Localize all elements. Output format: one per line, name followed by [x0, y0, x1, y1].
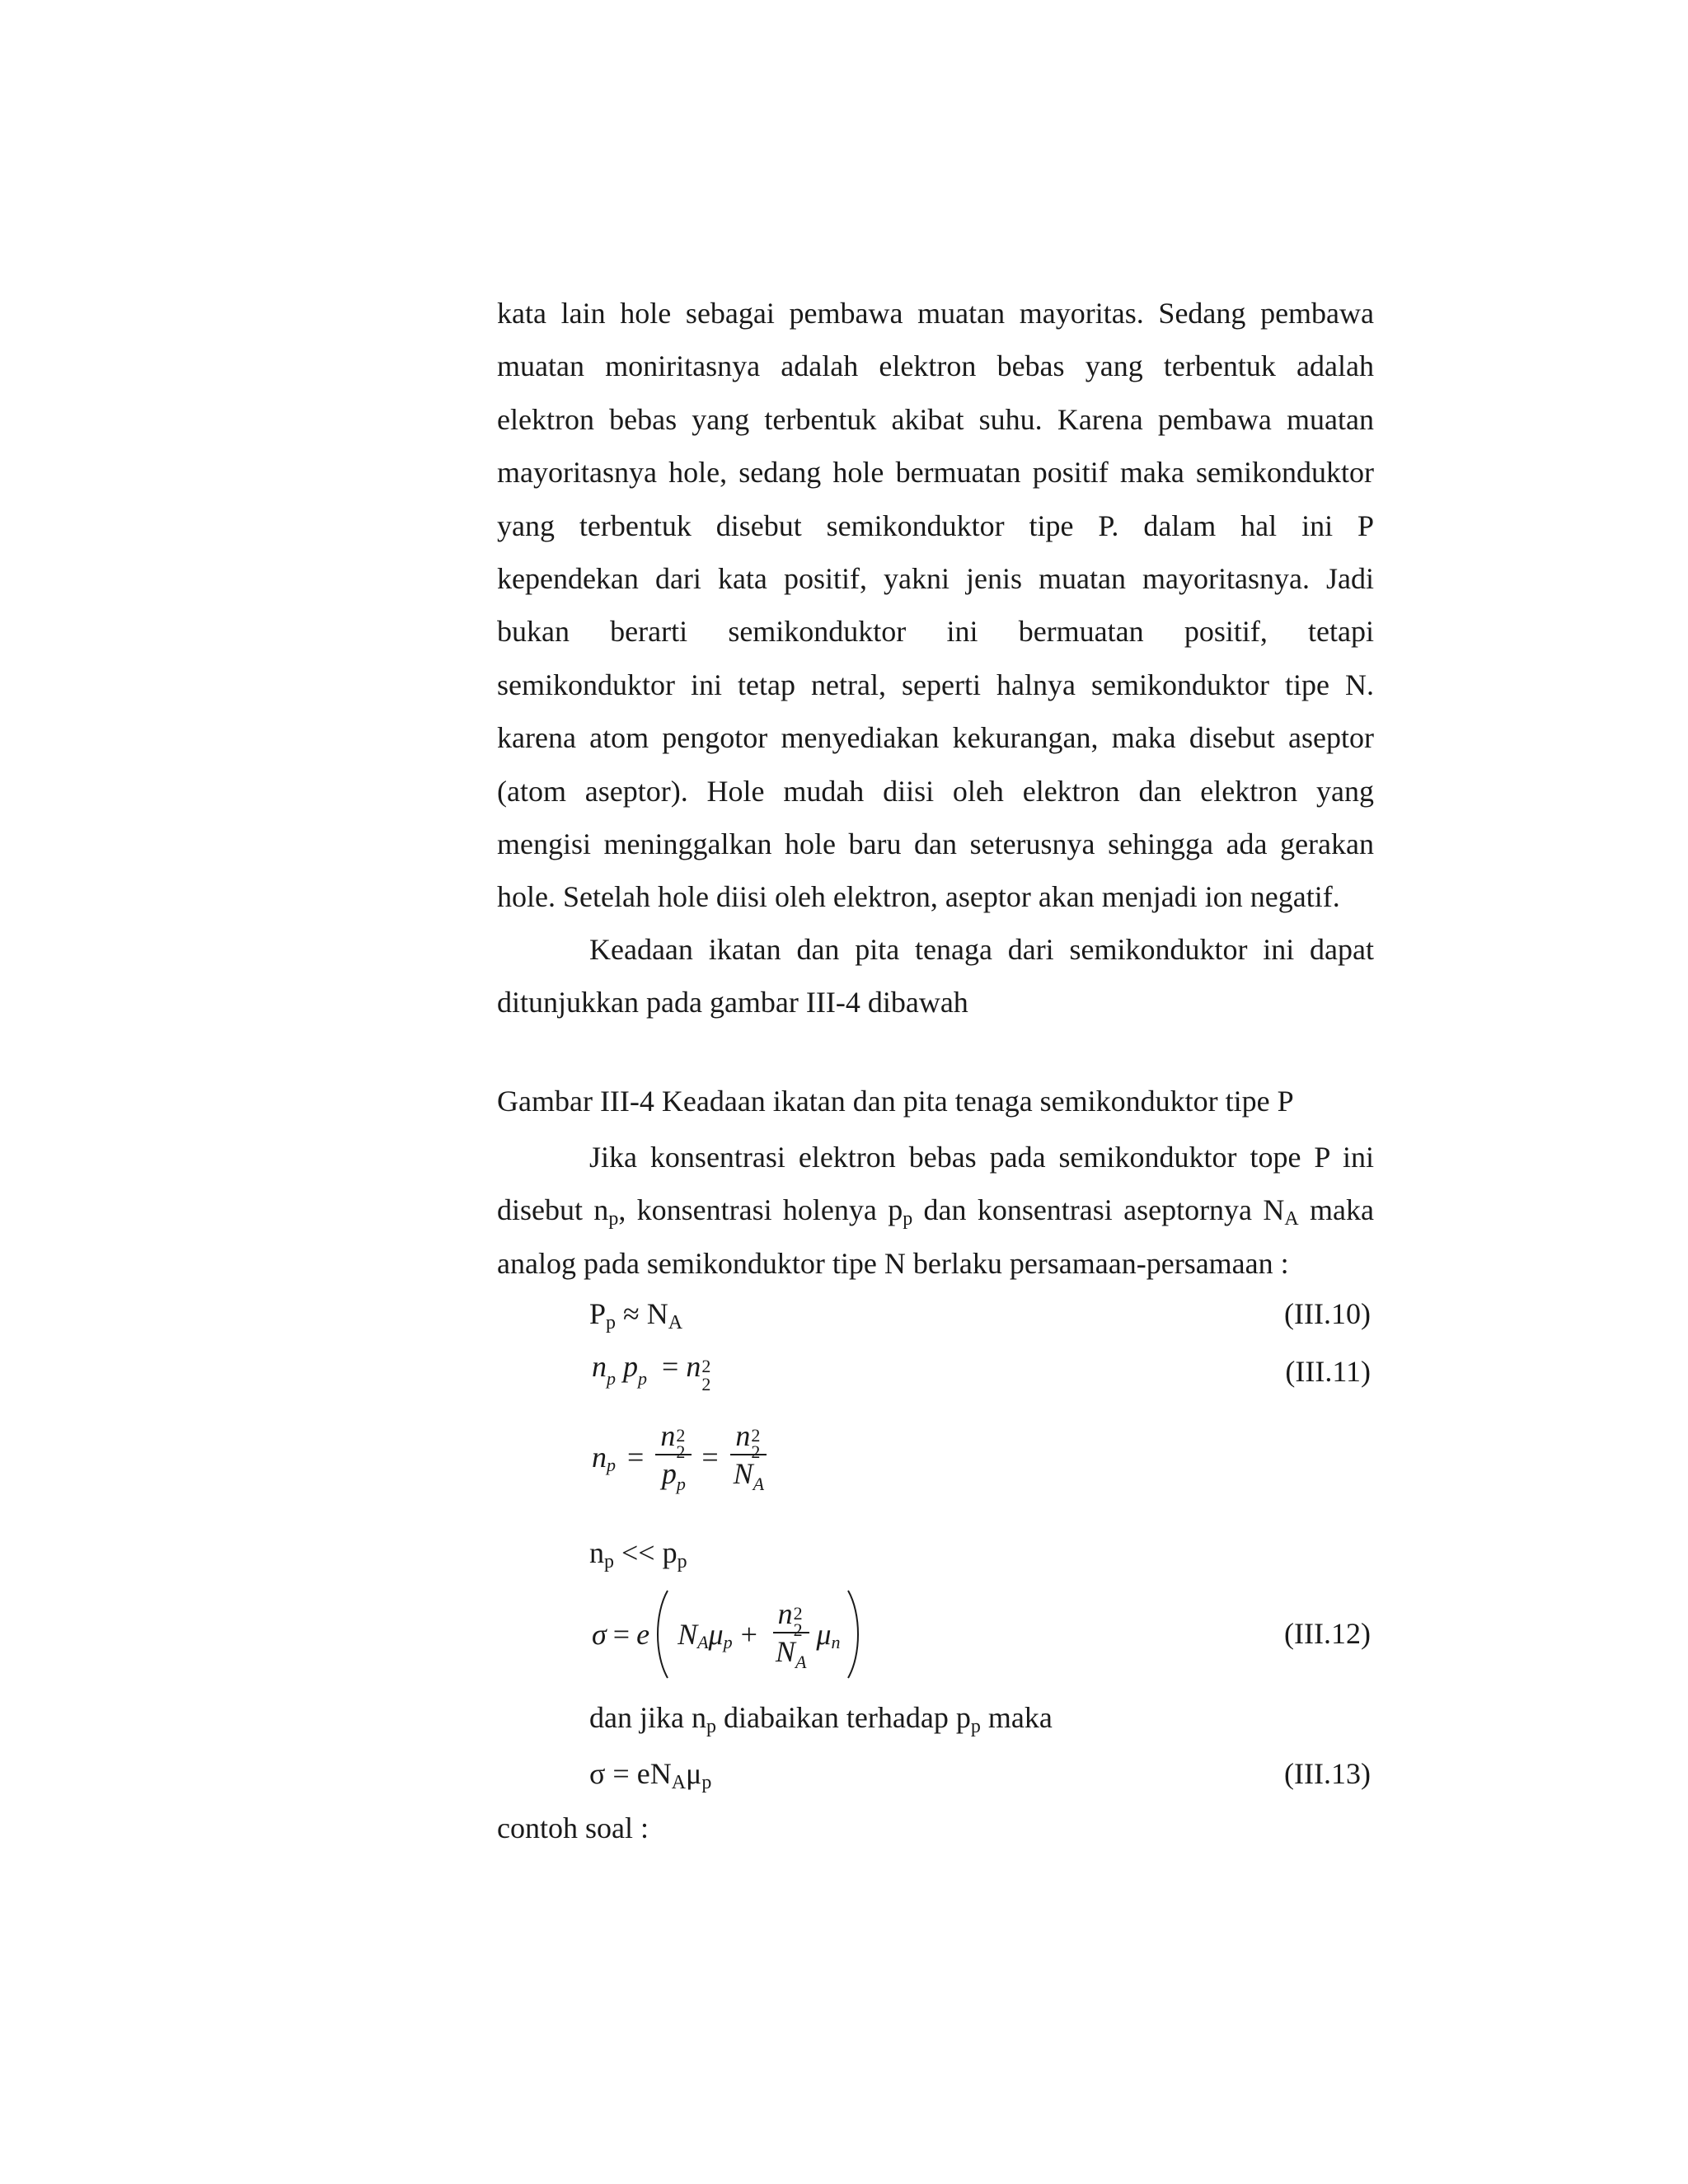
equation-III-10: $P_p \approx N_A$ [589, 1297, 683, 1333]
paragraph-1-line-5: yang terbentuk disebut semikonduktor tipe P. dalam hal ini P [497, 509, 1374, 542]
paragraph-2-line-2: ditunjukkan pada gambar III-4 dibawah [497, 986, 968, 1019]
paragraph-3-line-2: disebut $n_p$, konsentrasi holenya $p_p$ dan konsentrasi aseptornya $N_A$ maka [497, 1193, 1374, 1230]
paragraph-1-line-12: hole. Setelah hole diisi oleh elektron, aseptor akan menjadi ion negatif. [497, 880, 1340, 914]
left-parenthesis-icon [651, 1589, 671, 1680]
equation-III-13: $\sigma = eN_A\mu_p$ [589, 1757, 712, 1793]
condition-text: dan jika $n_p$ diabaikan terhadap $p_p$ maka [589, 1701, 1053, 1737]
paragraph-3-line-3: analog pada semikonduktor tipe N berlaku persamaan-persamaan : [497, 1246, 1289, 1280]
equation-III-12: σ = e N A μ p + n 2 2 $N_A$ μ n [592, 1589, 865, 1680]
equation-number-III-12: (III.12) [1284, 1617, 1371, 1650]
paragraph-1-line-4: mayoritasnya hole, sedang hole bermuatan positif maka semikonduktor [497, 456, 1374, 490]
paragraph-2 [497, 923, 1374, 1029]
equation-number-III-13: (III.13) [1284, 1757, 1371, 1790]
equation-number-III-11: (III.11) [1285, 1355, 1371, 1388]
paragraph-1-line-10: (atom aseptor). Hole mudah diisi oleh elektron dan elektron yang [497, 774, 1374, 808]
inequality-np-pp: $n_p << p_p$ [589, 1536, 687, 1572]
paragraph-1 [497, 287, 1374, 924]
right-parenthesis-icon [845, 1589, 865, 1680]
equation-III-11: $n_p$ $p_p = n$ 2 2 [592, 1350, 711, 1394]
paragraph-3 [497, 1131, 1374, 1290]
paragraph-2-line-1: Keadaan ikatan dan pita tenaga dari semikonduktor ini dapat [589, 933, 1374, 966]
paragraph-1-line-6: kependekan dari kata positif, yakni jenis muatan mayoritasnya. Jadi [497, 561, 1374, 595]
paragraph-3-line-1: Jika konsentrasi elektron bebas pada semikonduktor tope P ini [589, 1141, 1374, 1174]
paragraph-1-line-1: kata lain hole sebagai pembawa muatan mayoritas. Sedang pembawa [497, 297, 1374, 330]
figure-caption: Gambar III-4 Keadaan ikatan dan pita tenaga semikonduktor tipe P [497, 1085, 1294, 1118]
paragraph-1-line-9: karena atom pengotor menyediakan kekurangan, maka disebut aseptor [497, 721, 1374, 755]
paragraph-1-line-2: muatan moniritasnya adalah elektron bebas yang terbentuk adalah [497, 349, 1374, 383]
paragraph-1-line-8: semikonduktor ini tetap netral, seperti halnya semikonduktor tipe N. [497, 668, 1374, 701]
example-heading: contoh soal : [497, 1811, 649, 1844]
paragraph-1-line-7: bukan berarti semikonduktor ini bermuatan positif, tetapi [497, 615, 1374, 649]
paragraph-1-line-3: elektron bebas yang terbentuk akibat suhu. Karena pembawa muatan [497, 402, 1374, 436]
equation-np-ratio: n p = n 2 2 $p_p$ = n 2 2 $N_A$ [592, 1419, 774, 1494]
paragraph-1-line-11: mengisi meninggalkan hole baru dan seterusnya sehingga ada gerakan [497, 827, 1374, 860]
equation-number-III-10: (III.10) [1284, 1297, 1371, 1330]
